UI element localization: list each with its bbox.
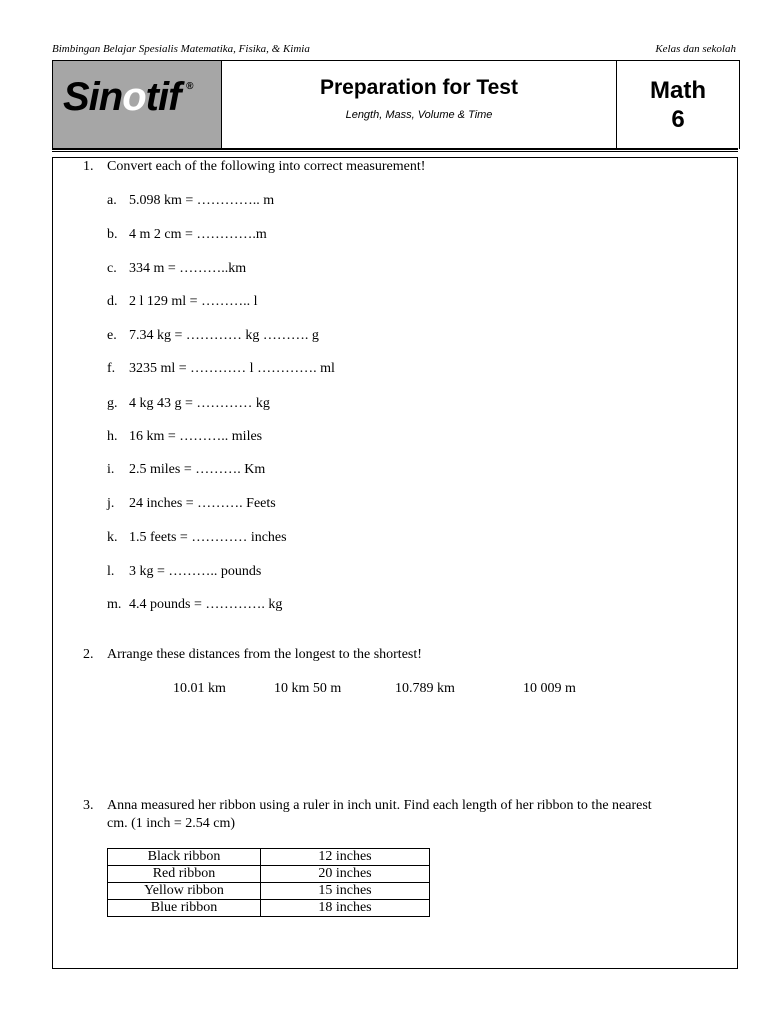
q1-item-text: 2.5 miles = ………. Km [129, 462, 266, 477]
q3-instruction-line2: cm. (1 inch = 2.54 cm) [107, 816, 236, 831]
q1-item-letter: g. [107, 396, 118, 411]
ribbon-name-cell: Red ribbon [108, 866, 261, 883]
q1-item-letter: f. [107, 361, 116, 376]
worksheet-subtitle: Length, Mass, Volume & Time [345, 109, 493, 121]
logo-box [53, 61, 222, 149]
q1-number: 1. [83, 159, 94, 174]
q1-item-text: 7.34 kg = ………… kg ………. g [129, 328, 319, 343]
ribbon-name-cell: Blue ribbon [108, 900, 261, 917]
q1-item-text: 334 m = ………..km [129, 261, 247, 276]
q1-item-letter: i. [107, 462, 115, 477]
q1-item-letter: j. [107, 496, 115, 511]
q1-item-letter: e. [107, 328, 117, 343]
worksheet-content [52, 157, 738, 969]
q2-number: 2. [83, 647, 94, 662]
table-row [108, 883, 430, 900]
q1-item-text: 24 inches = ………. Feets [129, 496, 276, 511]
table-row [108, 849, 430, 866]
q3-instruction-line1: Anna measured her ribbon using a ruler in inch unit. Find each length of her ribbon to the nearest [107, 798, 652, 813]
ribbon-length-cell: 18 inches [261, 900, 430, 917]
q1-instruction: Convert each of the following into correct measurement! [107, 159, 426, 174]
subject-label: Math [650, 77, 706, 104]
sinotif-logo [63, 75, 193, 120]
q1-item-letter: l. [107, 564, 115, 579]
registered-mark: ® [186, 81, 193, 92]
distance-item: 10.01 km [173, 681, 226, 696]
q1-item-letter: h. [107, 429, 118, 444]
distance-item: 10 km 50 m [274, 681, 342, 696]
q1-item-letter: b. [107, 227, 118, 242]
q1-item-text: 3 kg = ……….. pounds [129, 564, 262, 579]
header-divider [52, 148, 738, 152]
q1-item-text: 2 l 129 ml = ……….. l [129, 294, 258, 309]
q1-item-text: 16 km = ……….. miles [129, 429, 263, 444]
ribbon-name-cell: Yellow ribbon [108, 883, 261, 900]
q3-number: 3. [83, 798, 94, 813]
ribbon-length-cell: 15 inches [261, 883, 430, 900]
q1-item-text: 4.4 pounds = …………. kg [129, 597, 283, 612]
title-box [222, 61, 617, 149]
subject-box [617, 61, 739, 149]
ribbon-length-cell: 20 inches [261, 866, 430, 883]
org-tagline: Bimbingan Belajar Spesialis Matematika, Fisika, & Kimia [52, 43, 310, 55]
logo-text-b: tif [145, 75, 181, 119]
ribbon-length-cell: 12 inches [261, 849, 430, 866]
q1-item-text: 1.5 feets = ………… inches [129, 530, 287, 545]
q1-item-letter: d. [107, 294, 118, 309]
q1-item-letter: m. [107, 597, 122, 612]
grade-label: 6 [671, 106, 685, 133]
q1-item-text: 4 m 2 cm = ………….m [129, 227, 267, 242]
distance-item: 10 009 m [523, 681, 576, 696]
distance-item: 10.789 km [395, 681, 455, 696]
q1-item-text: 3235 ml = ………… l …………. ml [129, 361, 335, 376]
q1-item-text: 4 kg 43 g = ………… kg [129, 396, 270, 411]
q2-instruction: Arrange these distances from the longest to the shortest! [107, 647, 422, 662]
table-row [108, 866, 430, 883]
ribbon-name-cell: Black ribbon [108, 849, 261, 866]
worksheet-header [52, 60, 740, 149]
q1-item-letter: a. [107, 193, 117, 208]
q1-item-text: 5.098 km = ………….. m [129, 193, 275, 208]
q1-item-letter: k. [107, 530, 118, 545]
worksheet-title: Preparation for Test [320, 76, 518, 99]
logo-text-a: Sin [63, 75, 123, 119]
class-label: Kelas dan sekolah [655, 43, 736, 55]
q1-item-letter: c. [107, 261, 117, 276]
table-row [108, 900, 430, 917]
logo-text-o: o [122, 75, 146, 119]
ribbon-table [107, 848, 430, 917]
